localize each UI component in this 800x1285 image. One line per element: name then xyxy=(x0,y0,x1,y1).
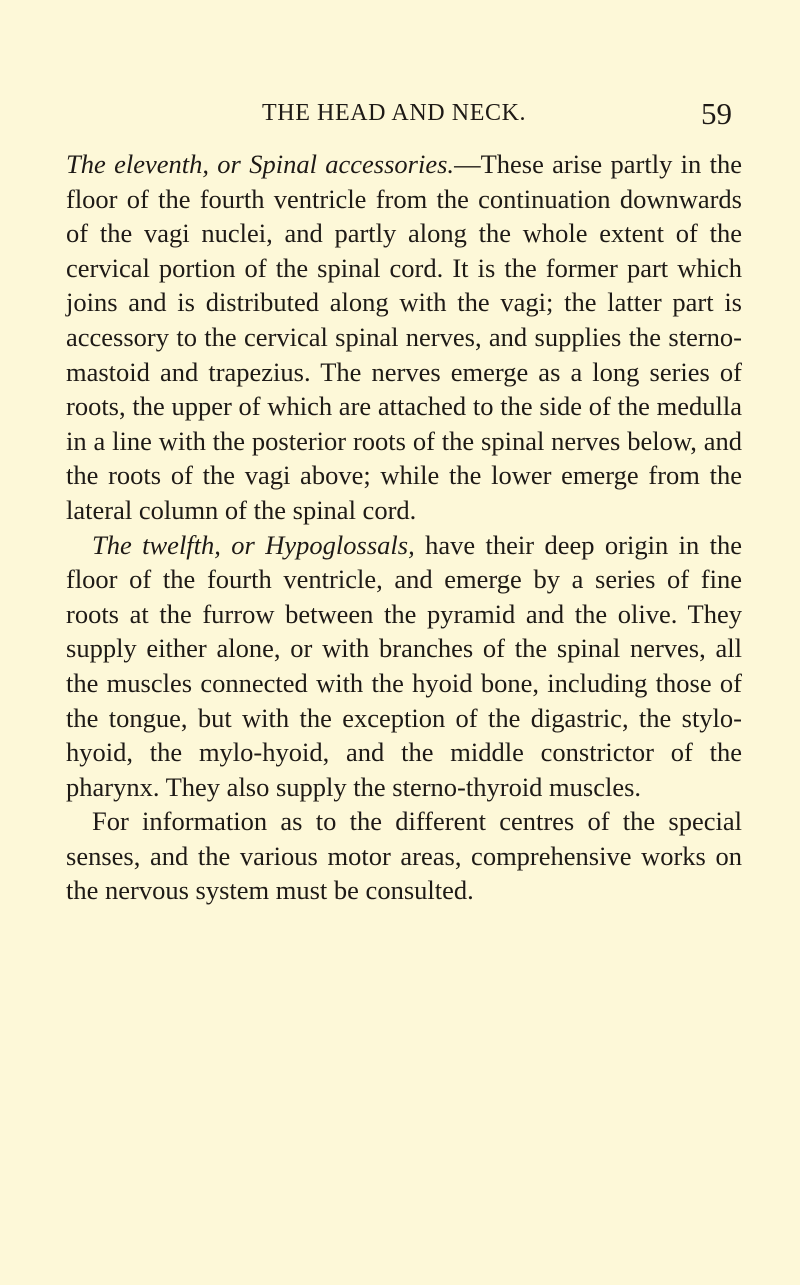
page-header xyxy=(262,96,732,136)
running-head: THE HEAD AND NECK. xyxy=(262,100,527,126)
body-text xyxy=(66,147,742,908)
paragraph-spinal-accessories xyxy=(66,147,742,528)
paragraph-text: —These arise partly in the floor of the fourth ventricle from the continuation downwards of the vagi nuclei, and partly along the whole extent of the cervical portion of the spinal cord. It is the former part which joins and is distributed along with the vagi; the latter part is accessory to the cervical spinal nerves, and supplies the sterno-mastoid and trapezius. The nerves emerge as a long series of roots, the upper of which are attached to the side of the medulla in a line with the posterior roots of the spinal nerves below, and the roots of the vagi above; while the lower emerge from the lateral column of the spinal cord. xyxy=(66,149,742,525)
paragraph-lead: The eleventh, or Spinal accessories. xyxy=(66,149,455,179)
paragraph-further-reading xyxy=(66,804,742,908)
paragraph-text: have their deep origin in the floor of the fourth ventricle, and emerge by a series of fine roots at the furrow between the pyramid and the olive. They supply either alone, or with branches of the spinal nerves, all the muscles connected with the hyoid bone, including those of the tongue, but with the exception of the digastric, the stylo-hyoid, the mylo-hyoid, and the middle constrictor of the pharynx. They also supply the sterno-thyroid muscles. xyxy=(66,529,743,802)
paragraph-lead: The twelfth, or Hypoglossals, xyxy=(92,529,415,560)
page-number: 59 xyxy=(701,96,732,131)
paragraph-hypoglossals xyxy=(66,528,742,805)
paragraph-text: For information as to the different centres of the special senses, and the various motor areas, comprehensive works on the nervous system must be consulted. xyxy=(66,806,742,906)
